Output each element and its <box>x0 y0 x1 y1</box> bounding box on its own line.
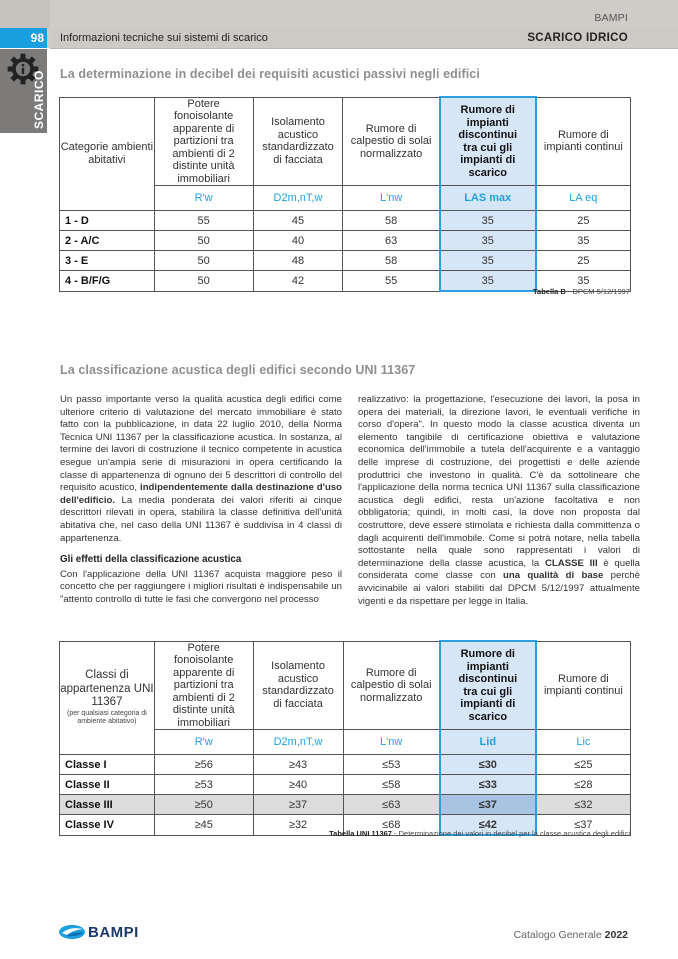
table-uni-unit: D2m,nT,w <box>253 730 343 755</box>
table-b <box>59 96 631 292</box>
table-uni-header-2: Isolamento acustico standardizzato di facciata <box>253 641 343 730</box>
table-row <box>60 251 631 271</box>
cell: 55 <box>154 211 253 231</box>
table-row <box>60 211 631 231</box>
table-b-unit: D2m,nT,w <box>253 186 343 211</box>
section-label: Informazioni tecniche sui sistemi di scarico <box>60 32 268 44</box>
cell: ≤68 <box>343 815 440 836</box>
table-uni-header-4: Rumore di impianti discontinui tra cui gli impianti di scarico <box>440 641 536 730</box>
table-b-header-1: Potere fonoisolante apparente di partizioni tra ambienti di 2 distinte unità immobiliari <box>154 97 253 186</box>
catalog-label <box>514 929 628 941</box>
row-label: 2 - A/C <box>60 231 155 251</box>
cell: ≤33 <box>440 775 536 795</box>
cell: ≤28 <box>536 775 631 795</box>
text: è quella considerata come classe con <box>358 557 641 582</box>
emphasis: CLASSE III <box>544 557 598 569</box>
header-note: (per qualsiasi categoria di ambiente abitativo) <box>67 709 147 725</box>
row-label: Classe I <box>60 755 155 775</box>
cell: 63 <box>343 231 440 251</box>
cell: ≤58 <box>343 775 440 795</box>
cell: 55 <box>343 271 440 292</box>
table-b-header-0: Categorie ambienti abitativi <box>60 97 155 211</box>
table-uni-11367 <box>59 640 631 836</box>
text: La media ponderata dei valori riferiti ai cinque descrittori rilevati in opera, stabilirà la classe definitiva dell'unità abitativa che, nel caso della UNI 11367 è suddivisa in 4 classi di appartenenza. <box>60 494 342 544</box>
table-b-header-2: Isolamento acustico standardizzato di facciata <box>253 97 343 186</box>
cell: 50 <box>154 251 253 271</box>
table-b-title: La determinazione in decibel dei requisiti acustici passivi negli edifici <box>60 67 480 81</box>
article-column-left <box>60 394 342 616</box>
bampi-logo[interactable] <box>58 922 148 942</box>
emphasis: una qualità di base <box>503 570 604 582</box>
cell: ≤63 <box>343 795 440 815</box>
cell: 58 <box>343 211 440 231</box>
article-title: La classificazione acustica degli edifici secondo UNI 11367 <box>60 363 416 377</box>
table-b-unit: LA eq <box>536 186 631 211</box>
table-row-highlighted <box>60 795 631 815</box>
caption-text: - Determinazione dei valori in decibel per la classe acustica degli edifici <box>391 829 630 838</box>
cell: 48 <box>253 251 343 271</box>
subheading: Gli effetti della classificazione acustica <box>60 554 242 566</box>
cell: ≤37 <box>440 795 536 815</box>
table-b-caption <box>533 287 630 296</box>
catalog-year: 2022 <box>604 929 628 941</box>
table-uni-unit: R'w <box>154 730 253 755</box>
cell: ≥50 <box>154 795 253 815</box>
cell: 35 <box>440 271 536 292</box>
header-main: Classi di appartenenza UNI 11367 <box>60 669 154 708</box>
table-b-header-3: Rumore di calpestio di solai normalizzato <box>343 97 440 186</box>
caption-bold: Tabella B <box>533 287 566 296</box>
text: Un passo importante verso la qualità acustica degli edifici come ulteriore criterio di valutazione del mercato immobiliare è stato fatto con la pubblicazione, in data 22 luglio 2010, della Norma Tecnica UNI 11367 per la classificazione acustica. In sostanza, al termine dei lavori di costruzione il tecnico competente in acustica esegue un'ampia serie di misurazioni in opera certificando la classe di appartenenza di ognuno dei 5 descrittori di controllo del requisito acustico, <box>60 394 342 494</box>
cell: ≤30 <box>440 755 536 775</box>
emphasis: indipendentemente dalla destinazione d'uso dell'edificio. <box>60 482 342 506</box>
cell: 35 <box>536 231 631 251</box>
table-b-header-4: Rumore di impianti discontinui tra cui gli impianti di scarico <box>440 97 536 186</box>
caption-bold: Tabella UNI 11367 <box>329 829 392 838</box>
catalog-text: Catalogo Generale <box>513 929 605 941</box>
table-b-unit: R'w <box>154 186 253 211</box>
side-tab-label: SCARICO <box>32 70 46 129</box>
cell: 42 <box>253 271 343 292</box>
cell: ≥40 <box>253 775 343 795</box>
cell: 50 <box>154 231 253 251</box>
cell: ≤42 <box>440 815 536 836</box>
cell: 50 <box>154 271 253 292</box>
cell: ≥43 <box>253 755 343 775</box>
table-uni-header-0 <box>60 641 155 755</box>
cell: ≥53 <box>154 775 253 795</box>
cell: 35 <box>536 271 631 292</box>
cell: 35 <box>440 231 536 251</box>
paragraph <box>60 394 342 545</box>
paragraph: Con l'applicazione della UNI 11367 acquista maggiore peso il concetto che per raggiungere i migliori risultati è indispensabile un "attento controllo di tutte le fasi che convergono nel processo <box>60 568 342 605</box>
cell: ≤32 <box>536 795 631 815</box>
cell: 58 <box>343 251 440 271</box>
row-label: 3 - E <box>60 251 155 271</box>
cell: ≤53 <box>343 755 440 775</box>
row-label: Classe II <box>60 775 155 795</box>
table-uni-header-1: Potere fonoisolante apparente di partizioni tra ambienti di 2 distinte unità immobiliari <box>154 641 253 730</box>
cell: ≤25 <box>536 755 631 775</box>
cell: ≥32 <box>253 815 343 836</box>
cell: 40 <box>253 231 343 251</box>
side-tab[interactable] <box>0 49 47 133</box>
cell: ≤37 <box>536 815 631 836</box>
cell: ≥56 <box>154 755 253 775</box>
table-row <box>60 231 631 251</box>
table-uni-unit: Lid <box>440 730 536 755</box>
table-uni-header-5: Rumore di impianti continui <box>536 641 631 730</box>
caption-text: - DPCM 5/12/1997 <box>565 287 630 296</box>
cell: 25 <box>536 211 631 231</box>
brand-header: BAMPI <box>594 12 628 24</box>
table-row <box>60 755 631 775</box>
cell: 45 <box>253 211 343 231</box>
table-uni-unit: L'nw <box>343 730 440 755</box>
paragraph <box>358 394 640 608</box>
row-label: 4 - B/F/G <box>60 271 155 292</box>
cell: 35 <box>440 211 536 231</box>
text: realizzativo: la progettazione, l'esecuzione dei lavori, la posa in opera dei materiali, la direzione lavori, le eventuali verifiche in corso d'opera". In questo modo la classe acustica diventa un elemento tangibile di certificazione obiettiva e valutazione economica dell'immobile a tutela dell'acquirente e a vantaggio delle imprese di costruzione, dei progettisti e delle aziende produttrici che investono in qualità. C'è da sottolineare che l'applicazione della norma tecnica UNI 11367 sulla classificazione acustica degli edifici, resta un'azione facoltativa e non obbligatoria; quindi, in molti casi, la dove non proposta dal costruttore, deve essere stimolata e richiesta dalla committenza o dagli acquirenti dell'immobile. Come si potrà notare, nella tabella sottostante nella quale sono rappresentati i valori di determinazione della classe acustica, la <box>358 394 640 569</box>
table-b-unit: LAS max <box>440 186 536 211</box>
cell: ≥37 <box>253 795 343 815</box>
row-label: Classe IV <box>60 815 155 836</box>
table-uni-caption <box>329 829 630 838</box>
logo-text: BAMPI <box>88 924 139 941</box>
row-label: 1 - D <box>60 211 155 231</box>
table-row <box>60 775 631 795</box>
page-number: 98 <box>0 28 47 48</box>
article-column-right <box>358 394 640 617</box>
cell: 35 <box>440 251 536 271</box>
table-b-unit: L'nw <box>343 186 440 211</box>
text: perchè avvicinabile ai valori stabiliti dal DPCM 5/12/1997 attualmente vigenti e da rispettare per legge in Italia. <box>358 570 640 607</box>
section-category: SCARICO IDRICO <box>527 32 628 44</box>
table-b-header-5: Rumore di impianti continui <box>536 97 631 186</box>
cell: ≥45 <box>154 815 253 836</box>
row-label: Classe III <box>60 795 155 815</box>
table-uni-header-3: Rumore di calpestio di solai normalizzato <box>343 641 440 730</box>
table-uni-unit: Lic <box>536 730 631 755</box>
cell: 25 <box>536 251 631 271</box>
top-bar-corner <box>0 0 50 28</box>
